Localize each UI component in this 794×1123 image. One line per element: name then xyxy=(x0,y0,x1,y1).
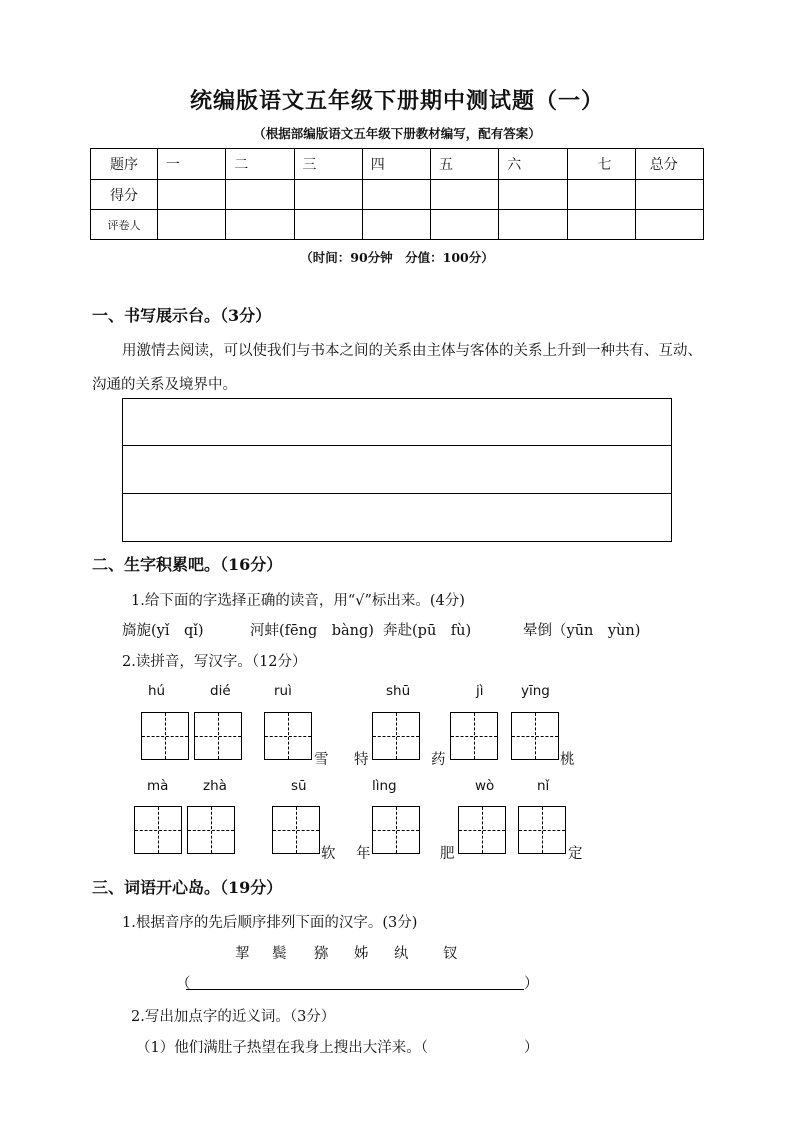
passage-text: 用激情去阅读，可以使我们与书本之间的关系由主体与客体的关系上升到一种共有、互动、沟通的关系及境界中。 xyxy=(92,343,702,393)
synonym-paren-close: ） xyxy=(524,1040,539,1056)
given-char: 雪 xyxy=(314,752,329,768)
score-cell[interactable] xyxy=(499,180,567,210)
score-cell[interactable] xyxy=(431,210,499,240)
pinyin-label: sū xyxy=(291,778,307,794)
pinyin-label: jì xyxy=(476,683,484,699)
score-cell[interactable] xyxy=(158,180,226,210)
score-cell[interactable] xyxy=(362,210,430,240)
sort-char: 猕 xyxy=(314,946,329,962)
section2-title: 二、生字积累吧。（16分） xyxy=(92,555,283,574)
section1-title: 一、书写展示台。（3分） xyxy=(92,306,272,325)
score-table-header-row xyxy=(91,149,704,180)
pinyin-label: nǐ xyxy=(537,778,550,794)
synonym-question: （1）他们满肚子热望在我身上搜出大洋来。（ xyxy=(136,1040,428,1056)
sort-char: 姊 xyxy=(354,946,369,962)
score-table-header: 题序 xyxy=(91,149,158,180)
score-table-header: 一 xyxy=(158,149,226,180)
score-cell[interactable] xyxy=(226,210,294,240)
sort-char: 挈 xyxy=(235,946,250,962)
given-char: 特 xyxy=(354,752,369,768)
score-table-header: 四 xyxy=(362,149,430,180)
pronunciation-item[interactable]: 河蚌(fēng bàng) xyxy=(250,623,374,639)
score-cell[interactable] xyxy=(635,210,703,240)
answer-line[interactable] xyxy=(186,988,524,990)
tianzi-box[interactable] xyxy=(511,712,559,760)
score-table-row xyxy=(91,210,704,240)
score-cell[interactable] xyxy=(158,210,226,240)
pinyin-label: zhà xyxy=(203,778,227,794)
section3-title: 三、词语开心岛。（19分） xyxy=(92,878,283,897)
pronunciation-item[interactable]: 奔赴(pū fù) xyxy=(383,623,472,639)
score-cell[interactable] xyxy=(567,210,635,240)
page-title: 统编版语文五年级下册期中测试题（一） xyxy=(189,88,604,114)
score-cell[interactable] xyxy=(499,210,567,240)
score-table-header: 七 xyxy=(567,149,635,180)
time-info: （时间：90分钟 分值：100分） xyxy=(300,250,494,265)
pinyin-label: lìng xyxy=(372,778,397,794)
section3-q1: 1.根据音序的先后顺序排列下面的汉字。(3分) xyxy=(122,915,418,931)
score-cell[interactable] xyxy=(294,180,362,210)
pinyin-label: hú xyxy=(148,683,166,699)
tianzi-box[interactable] xyxy=(372,806,420,854)
tianzi-box[interactable] xyxy=(450,712,498,760)
pinyin-label: shū xyxy=(386,683,411,699)
section2-q2: 2.读拼音，写汉字。（12分） xyxy=(122,654,307,670)
given-char: 年 xyxy=(356,846,371,862)
given-char: 肥 xyxy=(440,846,455,862)
pinyin-label: wò xyxy=(475,778,495,794)
score-table-row xyxy=(91,180,704,210)
tianzi-box[interactable] xyxy=(264,712,312,760)
tianzi-box[interactable] xyxy=(187,806,235,854)
score-cell[interactable] xyxy=(567,180,635,210)
handwriting-box[interactable] xyxy=(122,398,672,542)
sort-char: 纨 xyxy=(394,946,409,962)
paren-open: （ xyxy=(176,976,191,992)
score-table-header: 二 xyxy=(226,149,294,180)
given-char: 药 xyxy=(431,752,446,768)
given-char: 桃 xyxy=(560,752,575,768)
tianzi-box[interactable] xyxy=(458,806,506,854)
score-cell[interactable] xyxy=(635,180,703,210)
score-cell[interactable] xyxy=(431,180,499,210)
tianzi-box[interactable] xyxy=(372,712,420,760)
tianzi-box[interactable] xyxy=(518,806,566,854)
section2-q1: 1.给下面的字选择正确的读音，用“√”标出来。(4分) xyxy=(131,593,465,609)
score-table-header: 三 xyxy=(294,149,362,180)
score-row-label: 评卷人 xyxy=(91,210,158,240)
given-char: 软 xyxy=(321,846,336,862)
writing-line xyxy=(123,445,671,446)
score-cell[interactable] xyxy=(226,180,294,210)
section3-q2: 2.写出加点字的近义词。（3分） xyxy=(131,1009,336,1025)
score-table-header: 总分 xyxy=(635,149,703,180)
paren-close: ） xyxy=(524,976,539,992)
score-table-header: 五 xyxy=(431,149,499,180)
given-char: 定 xyxy=(568,846,583,862)
tianzi-box[interactable] xyxy=(194,712,242,760)
tianzi-box[interactable] xyxy=(141,712,189,760)
pinyin-label: ruì xyxy=(274,683,292,699)
score-row-label: 得分 xyxy=(91,180,158,210)
score-table xyxy=(90,148,704,240)
pinyin-label: dié xyxy=(210,683,231,699)
writing-line xyxy=(123,493,671,494)
score-cell[interactable] xyxy=(294,210,362,240)
tianzi-box[interactable] xyxy=(272,806,320,854)
pronunciation-item[interactable]: 晕倒（yūn yùn) xyxy=(523,623,641,639)
sort-char: 钗 xyxy=(443,946,458,962)
sort-char: 鬓 xyxy=(272,946,287,962)
pinyin-label: mà xyxy=(147,778,169,794)
page-subtitle: （根据部编版语文五年级下册教材编写，配有答案） xyxy=(253,126,541,141)
section1-passage xyxy=(92,334,706,402)
score-table-header: 六 xyxy=(499,149,567,180)
tianzi-box[interactable] xyxy=(134,806,182,854)
pinyin-label: yīng xyxy=(521,683,550,699)
score-cell[interactable] xyxy=(362,180,430,210)
pronunciation-item[interactable]: 旖旎(yǐ qǐ) xyxy=(122,623,204,639)
